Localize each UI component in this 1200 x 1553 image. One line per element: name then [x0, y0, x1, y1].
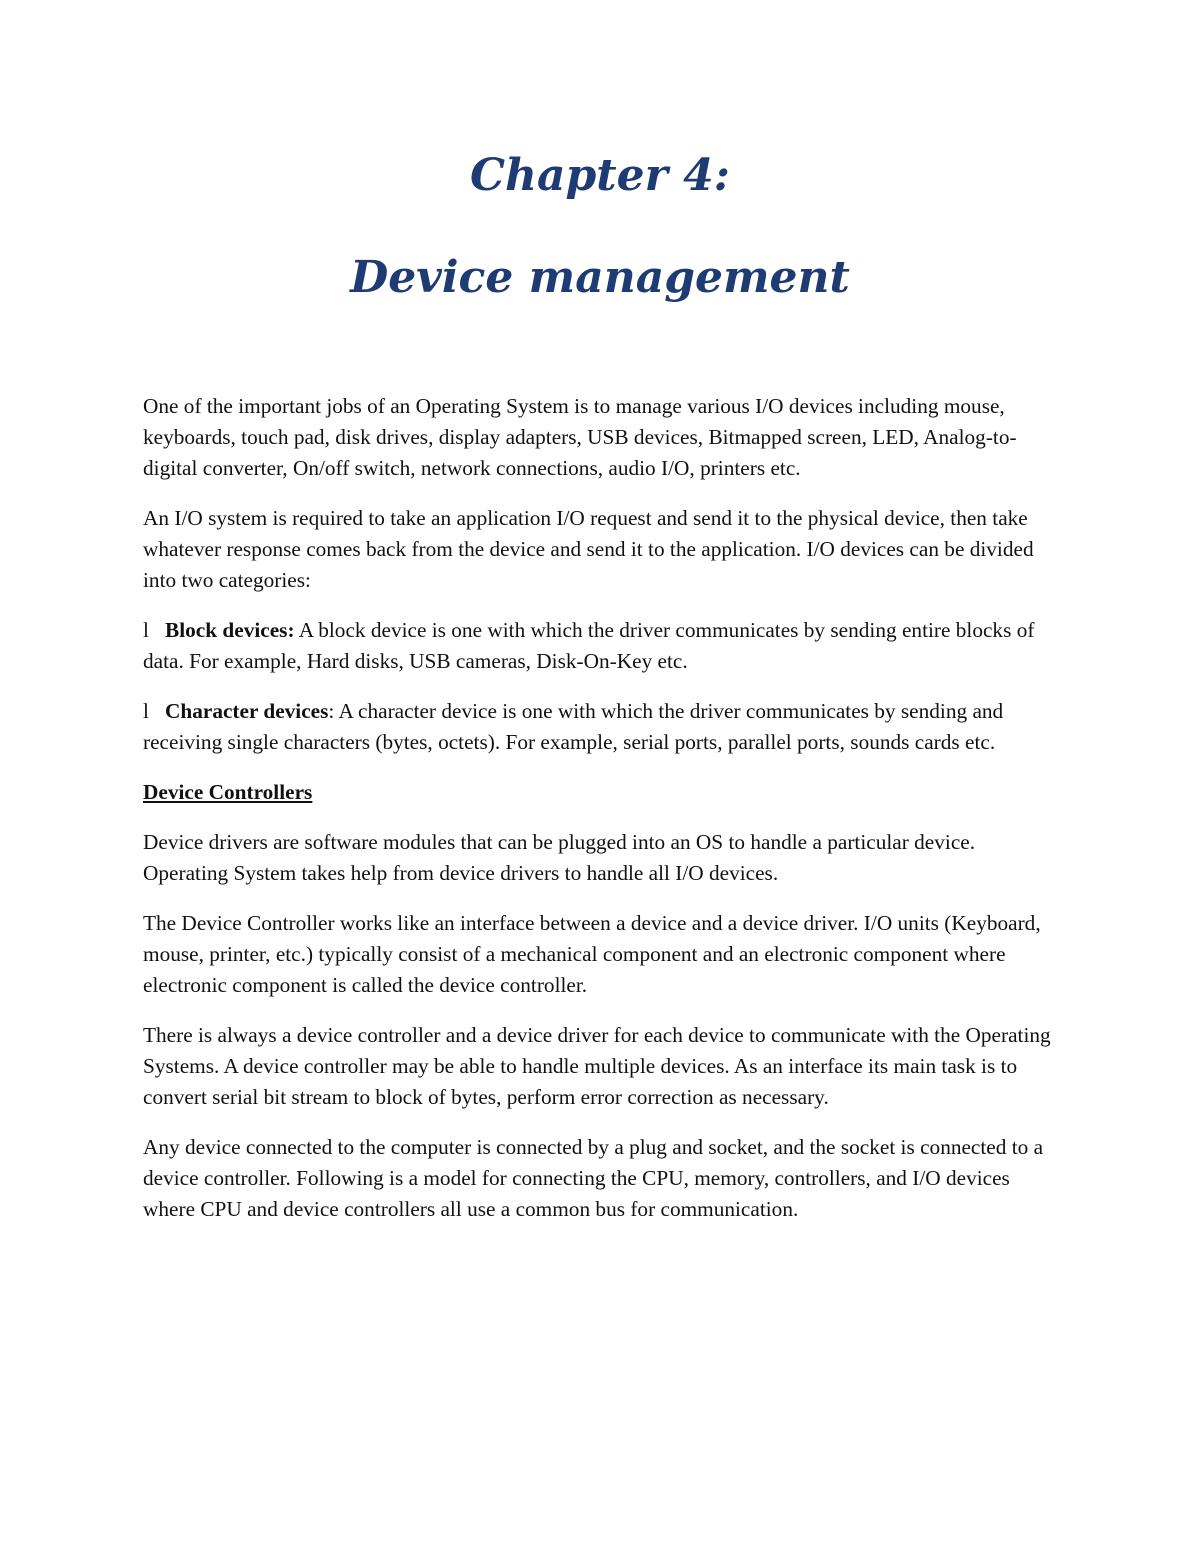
intro-paragraph: One of the important jobs of an Operating System is to manage various I/O devices including mouse, keyboards, touch pad, disk drives, display adapters, USB devices, Bitmapped screen, LED, Analog-to-digital converter, On/off switch, network connections, audio I/O, printers etc. [143, 394, 1017, 480]
bullet-character-devices [143, 696, 1063, 758]
device-drivers-paragraph: Device drivers are software modules that can be plugged into an OS to handle a particular device. Operating System takes help from device drivers to handle all I/O devices. [143, 830, 976, 885]
bullet-marker: l [143, 618, 149, 642]
chapter-number-title: Chapter 4: [470, 150, 730, 201]
controller-task-paragraph: There is always a device controller and a device driver for each device to communicate with the Operating Systems. A device controller may be able to handle multiple devices. As an interface its main task is to convert serial bit stream to block of bytes, perform error correction as necessary. [143, 1023, 1051, 1109]
io-system-paragraph: An I/O system is required to take an application I/O request and send it to the physical device, then take whatever response comes back from the device and send it to the application. I/O devices can be divided into two categories: [143, 506, 1034, 592]
bullet-term: Block devices: [165, 618, 295, 642]
section-heading-device-controllers: Device Controllers [143, 780, 313, 804]
bullet-term: Character devices [165, 699, 329, 723]
bullet-text: : A character device is one with which the driver communicates by sending and receiving single characters (bytes, octets). For example, serial ports, parallel ports, sounds cards etc. [143, 699, 1004, 754]
document-body [143, 391, 1063, 1244]
bullet-text: A block device is one with which the driver communicates by sending entire blocks of data. For example, Hard disks, USB cameras, Disk-On-Key etc. [143, 618, 1035, 673]
chapter-title: Device management [350, 252, 850, 303]
connection-model-paragraph: Any device connected to the computer is connected by a plug and socket, and the socket is connected to a device controller. Following is a model for connecting the CPU, memory, controllers, and I/O devices where CPU and device controllers all use a common bus for communication. [143, 1135, 1044, 1221]
device-controller-paragraph: The Device Controller works like an interface between a device and a device driver. I/O units (Keyboard, mouse, printer, etc.) typically consist of a mechanical component and an electronic component where electronic component is called the device controller. [143, 911, 1041, 997]
bullet-marker: l [143, 699, 149, 723]
bullet-block-devices [143, 615, 1063, 677]
